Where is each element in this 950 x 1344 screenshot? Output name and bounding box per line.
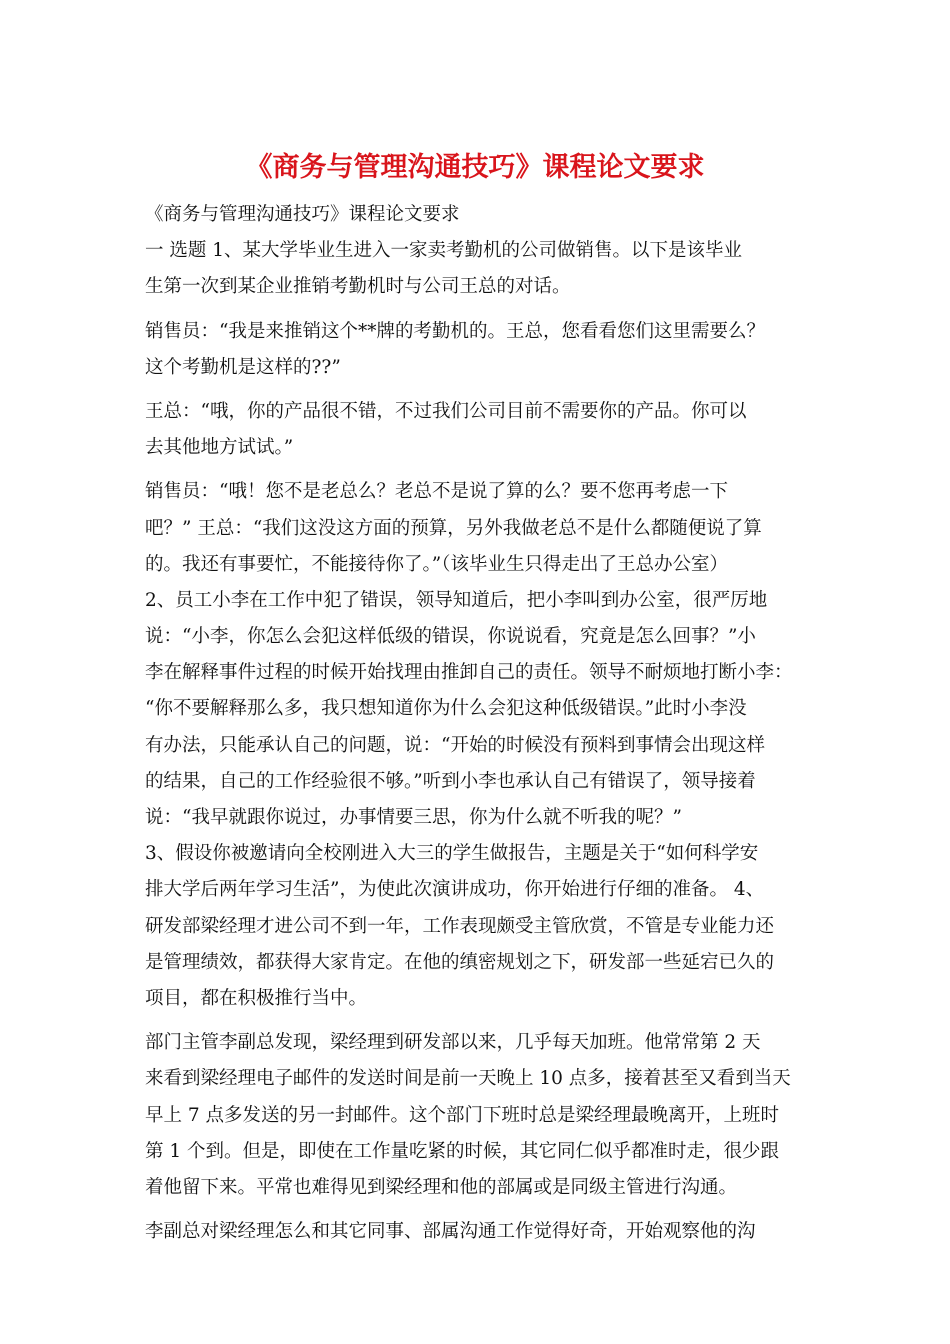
body-line: 吧？” 王总：“我们这没这方面的预算，另外我做老总不是什么都随便说了算 (145, 517, 762, 539)
body-line: 销售员：“哦！您不是老总么？老总不是说了算的么？要不您再考虑一下 (145, 481, 728, 503)
body-line: 研发部梁经理才进公司不到一年，工作表现颇受主管欣赏，不管是专业能力还 (145, 915, 775, 937)
body-line: 的结果，自己的工作经验很不够。”听到小李也承认自己有错误了，领导接着 (145, 770, 756, 792)
body-line: 有办法，只能承认自己的问题，说：“开始的时候没有预料到事情会出现这样 (145, 734, 765, 756)
body-line: 项目，都在积极推行当中。 (145, 987, 368, 1009)
body-line: 第 1 个到。但是，即使在工作量吃紧的时候，其它同仁似乎都准时走，很少跟 (145, 1140, 780, 1162)
body-line: 早上 7 点多发送的另一封邮件。这个部门下班时总是梁经理最晚离开，上班时 (145, 1104, 780, 1126)
body-line: 2、员工小李在工作中犯了错误，领导知道后，把小李叫到办公室，很严厉地 (145, 589, 768, 611)
body-line: 部门主管李副总发现，梁经理到研发部以来，几乎每天加班。他常常第 2 天 (145, 1032, 761, 1054)
body-line: 说：“我早就跟你说过，办事情要三思，你为什么就不听我的呢？” (145, 807, 682, 828)
body-line: 李副总对梁经理怎么和其它同事、部属沟通工作觉得好奇，开始观察他的沟 (145, 1221, 756, 1243)
body-line: 一 选题 1、某大学毕业生进入一家卖考勤机的公司做销售。以下是该毕业 (145, 240, 743, 262)
body-line: 李在解释事件过程的时候开始找理由推卸自己的责任。领导不耐烦地打断小李： (145, 662, 793, 684)
body-line: 的。我还有事要忙，不能接待你了。”（该毕业生只得走出了王总办公室） (145, 553, 728, 575)
document-body (145, 197, 807, 1250)
body-line: 着他留下来。平常也难得见到梁经理和他的部属或是同级主管进行沟通。 (145, 1176, 738, 1198)
body-line: 去其他地方试试。” (145, 437, 294, 459)
document-title: 《商务与管理沟通技巧》课程论文要求 (245, 152, 705, 183)
body-line: 王总：“哦，你的产品很不错，不过我们公司目前不需要你的产品。你可以 (145, 400, 747, 422)
body-line: 3、假设你被邀请向全校刚进入大三的学生做报告，主题是关于“如何科学安 (145, 843, 759, 865)
body-line: 这个考勤机是这样的??” (145, 356, 341, 378)
body-line: 《商务与管理沟通技巧》课程论文要求 (145, 204, 460, 225)
body-line: 说：“小李，你怎么会犯这样低级的错误，你说说看，究竟是怎么回事？”小 (145, 626, 756, 648)
body-line: 来看到梁经理电子邮件的发送时间是前一天晚上 10 点多，接着甚至又看到当天 (145, 1068, 791, 1090)
body-line: 生第一次到某企业推销考勤机时与公司王总的对话。 (145, 276, 571, 298)
body-line: “你不要解释那么多，我只想知道你为什么会犯这种低级错误。”此时小李没 (145, 698, 747, 720)
body-line: 排大学后两年学习生活”，为使此次演讲成功，你开始进行仔细的准备。 4、 (145, 879, 765, 901)
body-line: 是管理绩效，都获得大家肯定。在他的缜密规划之下，研发部一些延宕已久的 (145, 951, 775, 973)
body-line: 销售员：“我是来推销这个**牌的考勤机的。王总，您看看您们这里需要么？ (145, 320, 765, 342)
